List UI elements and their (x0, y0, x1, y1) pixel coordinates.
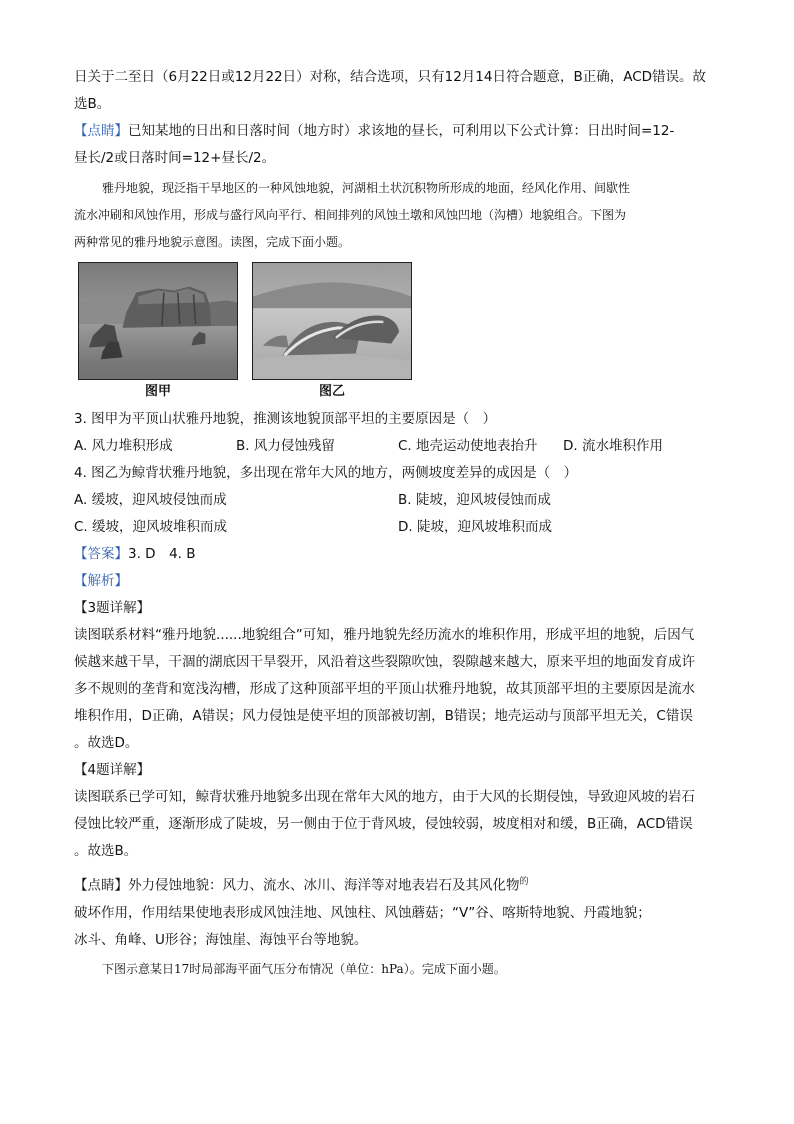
superscript-char: 的 (519, 877, 529, 887)
intro-line: 雅丹地貌，现泛指干旱地区的一种风蚀地貌，河湖相土状沉积物所形成的地面，经风化作用、间歇性 (102, 181, 631, 195)
intro-paragraph (74, 175, 724, 202)
intro-line: 两种常见的雅丹地貌示意图。读图，完成下面小题。 (74, 235, 351, 249)
figure-caption: 图乙 (318, 384, 345, 399)
text-line: 多不规则的垄背和宽浅沟槽，形成了这种顶部平坦的平顶山状雅丹地貌，故其顶部平坦的主要原因是流水 (74, 681, 695, 697)
answer-line (74, 541, 724, 568)
text-span: 外力侵蚀地貌：风力、流水、冰川、海洋等对地表岩石及其风化物 (128, 877, 520, 894)
option-b: B. 风力侵蚀残留 (236, 438, 335, 454)
question-3-options (74, 433, 724, 460)
text-span: 已知某地的日出和日落时间（地方时）求该地的昼长，可利用以下公式计算：日出时间=12- (128, 123, 675, 139)
option-c: C. 地壳运动使地表抬升 (398, 438, 538, 454)
figure-caption: 图甲 (144, 384, 171, 399)
text-line: 读图联系材料“雅丹地貌......地貌组合”可知，雅丹地貌先经历流水的堆积作用，形成平坦的地貌，后因气 (74, 627, 695, 643)
figures-row (78, 262, 724, 404)
text-line: 昼长/2或日落时间=12+昼长/2。 (74, 150, 276, 166)
text-line: 侵蚀比较严重，逐渐形成了陡坡，另一侧由于位于背风坡，侵蚀较弱，坡度相对和缓，B正确，ACD错误 (74, 816, 693, 832)
question-4-stem: 4. 图乙为鲸背状雅丹地貌，多出现在常年大风的地方，两侧坡度差异的成因是（ ） (74, 465, 578, 481)
analysis-tag: 【解析】 (74, 573, 128, 589)
option-b: B. 陡坡，迎风坡侵蚀而成 (398, 492, 551, 508)
text-line: 堆积作用，D正确，A错误；风力侵蚀是使平坦的顶部被切割，B错误；地壳运动与顶部平坦无关，C错误 (74, 708, 693, 724)
option-d: D. 陡坡，迎风坡堆积而成 (398, 519, 552, 535)
figure-jia (78, 262, 238, 404)
text-line: 日关于二至日（6月22日或12月22日）对称，结合选项，只有12月14日符合题意，B正确，ACD错误。故 (74, 69, 707, 85)
text-line: 冰斗、角峰、U形谷；海蚀崖、海蚀平台等地貌。 (74, 931, 368, 948)
figure-yi (252, 262, 412, 404)
answer-text: 3. D 4. B (128, 546, 196, 562)
dianjing-note-1 (74, 118, 724, 145)
answer-tag: 【答案】 (74, 546, 128, 562)
option-a: A. 缓坡，迎风坡侵蚀而成 (74, 492, 227, 508)
text-line: 选B。 (74, 96, 111, 112)
dianjing-note-2 (74, 869, 724, 900)
option-c: C. 缓坡，迎风坡堆积而成 (74, 519, 228, 535)
question-3-stem: 3. 图甲为平顶山状雅丹地貌，推测该地貌顶部平坦的主要原因是（ ） (74, 411, 497, 427)
dianjing-tag: 【点睛】 (74, 123, 128, 139)
text-line: 读图联系已学可知，鲸背状雅丹地貌多出现在常年大风的地方，由于大风的长期侵蚀，导致迎风坡的岩石 (74, 789, 695, 805)
text-line: 候越来越干旱，干涸的湖底因干旱裂开，风沿着这些裂隙吹蚀，裂隙越来越大，原来平坦的地面发育成许 (74, 654, 695, 670)
option-a: A. 风力堆积形成 (74, 438, 173, 454)
whaleback-yardang-image (252, 262, 412, 380)
question-4-options-row1 (74, 487, 724, 514)
text-line: 。故选D。 (74, 735, 139, 751)
q3-detail-tag: 【3题详解】 (74, 600, 151, 616)
mesa-yardang-image (78, 262, 238, 380)
text-line: 破坏作用，作用结果使地表形成风蚀洼地、风蚀柱、风蚀蘑菇；“V”谷、喀斯特地貌、丹霞地貌； (74, 904, 651, 921)
option-d: D. 流水堆积作用 (563, 438, 663, 454)
next-section-intro: 下图示意某日17时局部海平面气压分布情况（单位：hPa）。完成下面小题。 (102, 961, 506, 976)
dianjing-tag: 【点睛】 (74, 877, 128, 894)
question-4-options-row2 (74, 514, 724, 541)
intro-line: 流水冲刷和风蚀作用，形成与盛行风向平行、相间排列的风蚀土墩和风蚀凹地（沟槽）地貌组合。下图为 (74, 208, 627, 222)
q4-detail-tag: 【4题详解】 (74, 762, 151, 778)
text-line: 。故选B。 (74, 843, 138, 859)
